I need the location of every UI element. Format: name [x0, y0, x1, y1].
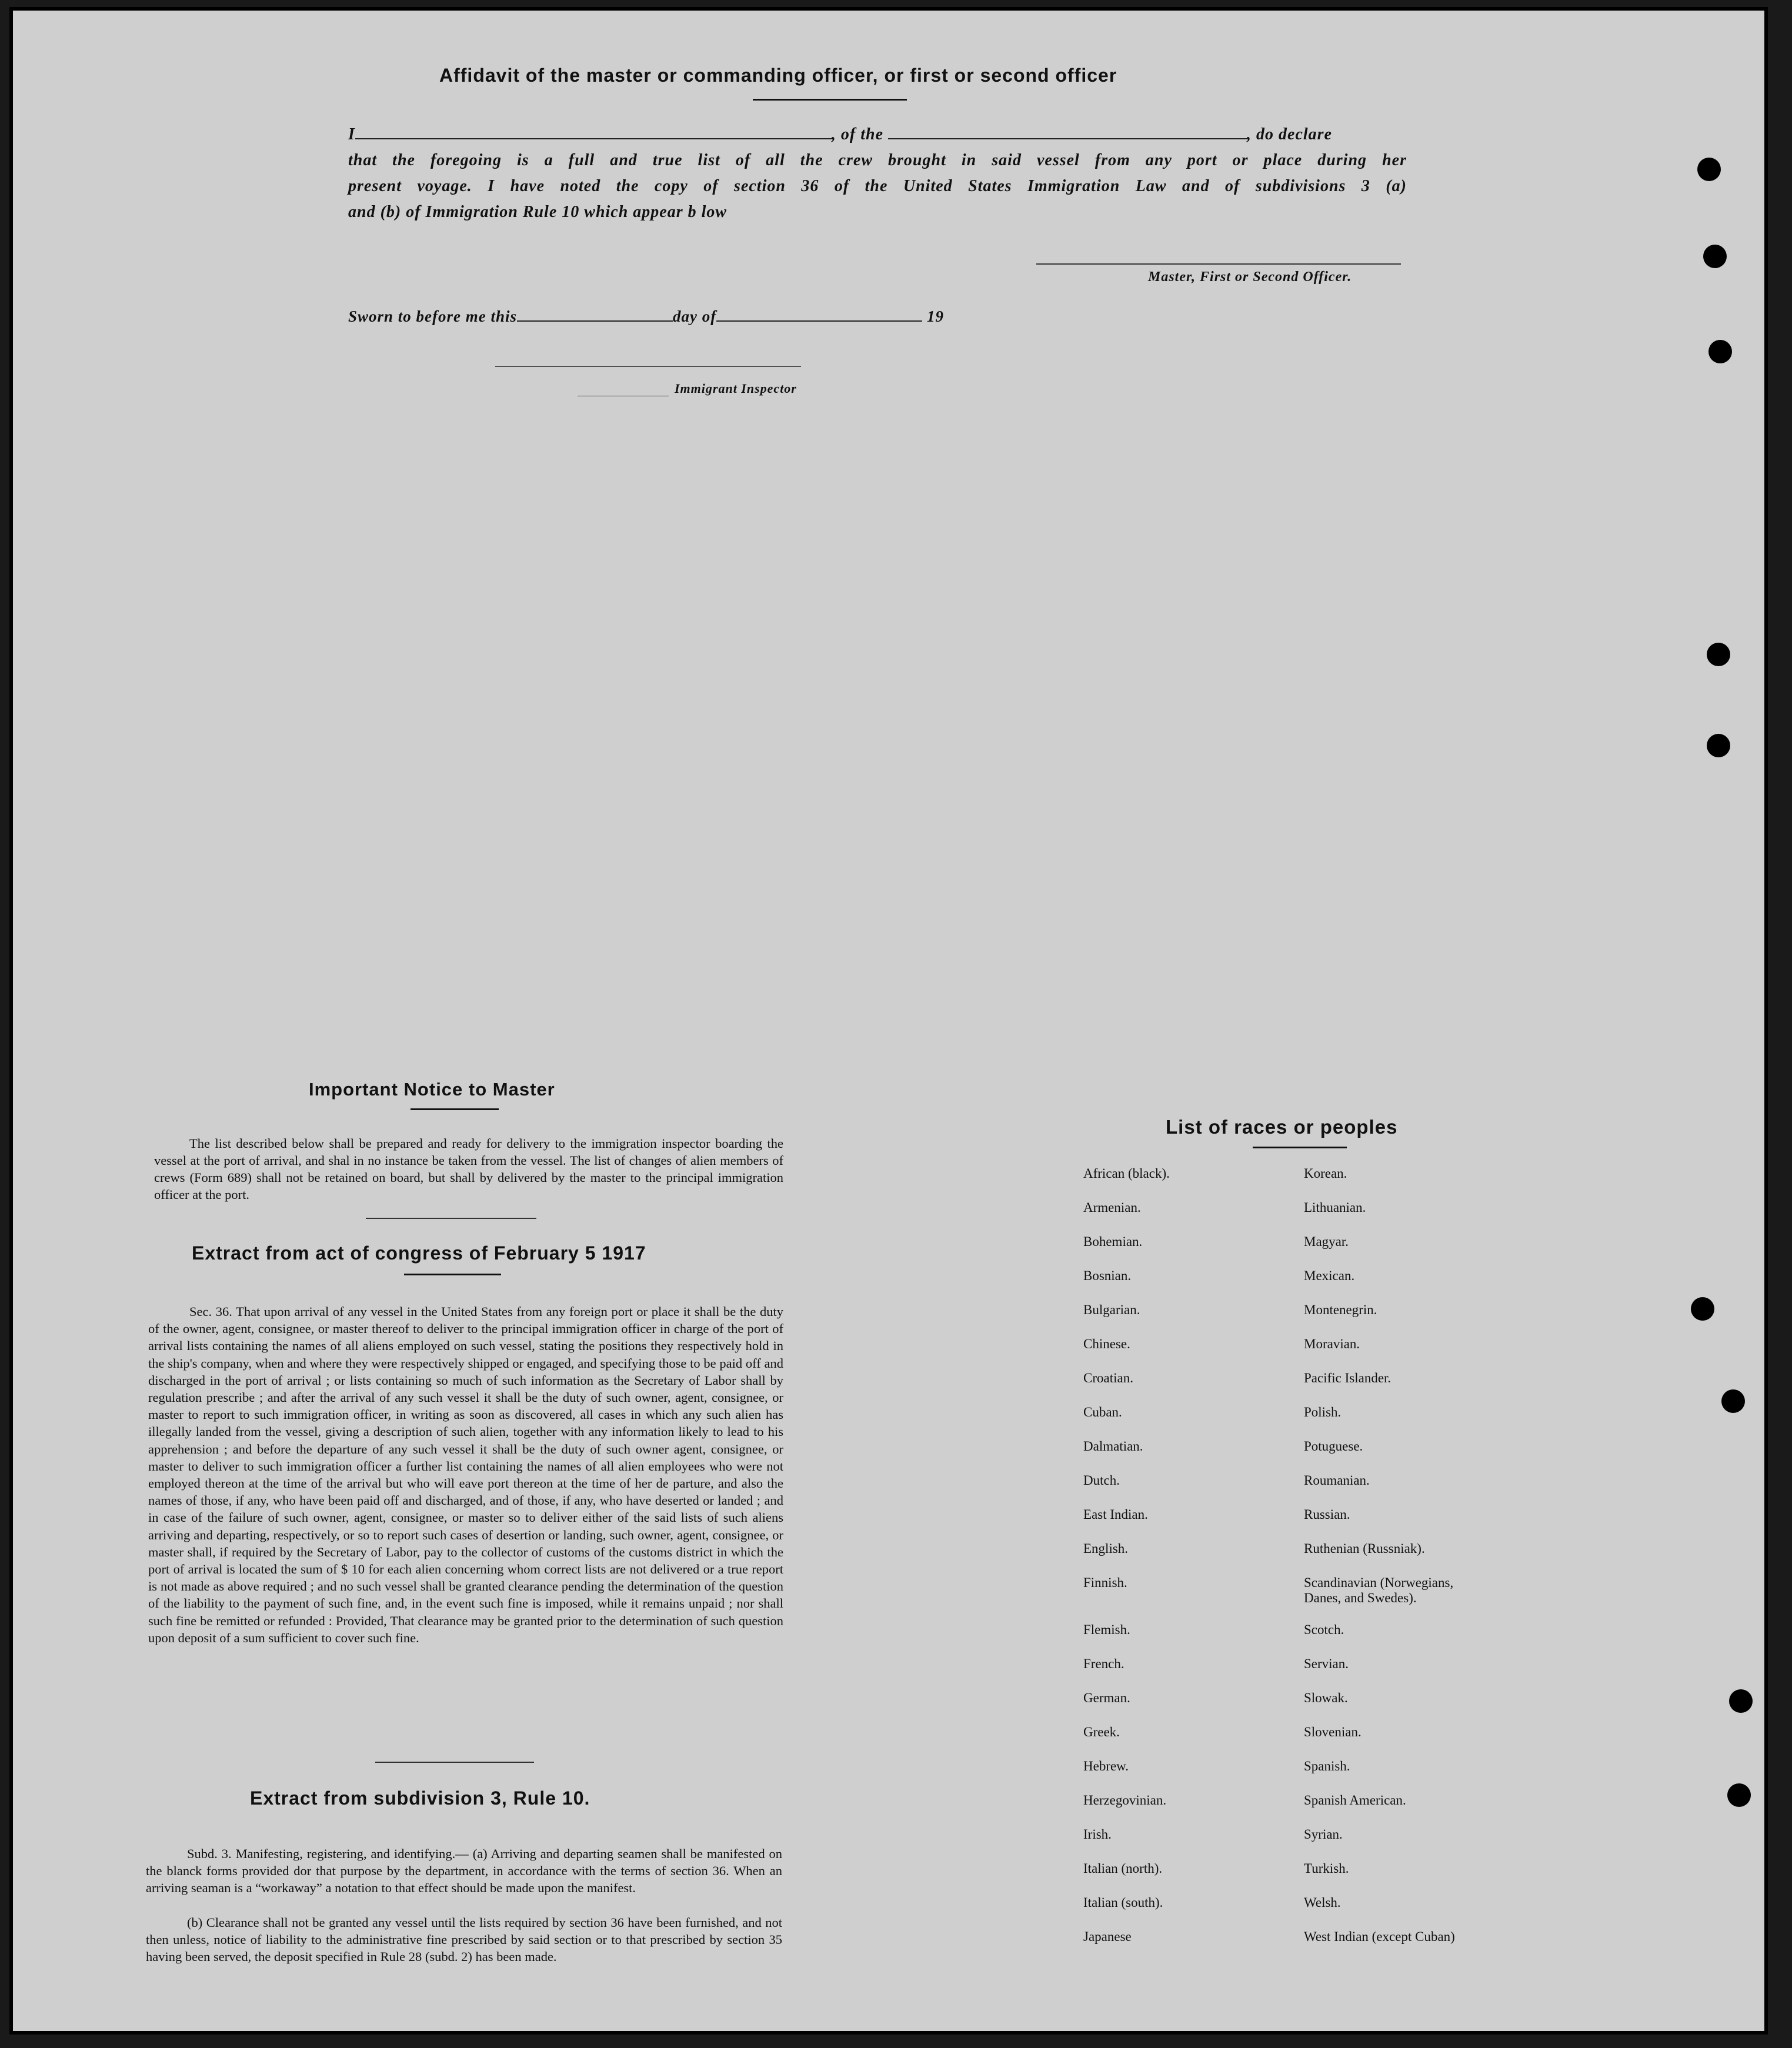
punch-hole	[1707, 643, 1730, 666]
race-item: Irish.	[1083, 1827, 1112, 1842]
race-item: Pacific Islander.	[1304, 1371, 1391, 1385]
race-item: Japanese	[1083, 1929, 1132, 1944]
vessel-blank[interactable]	[888, 126, 1247, 139]
race-item: Armenian.	[1083, 1200, 1141, 1215]
affidavit-heading: Affidavit of the master or commanding officer, or first or second officer	[439, 65, 1117, 86]
rule-para-b: (b) Clearance shall not be granted any vessel until the lists required by section 36 have been furnished, and not then unless, notice of liability to the administrative fine prescribed by said section or to that prescribed by section 35 having been served, the deposit specified in Rule 28 (subd. 2) has been made.	[146, 1915, 782, 1964]
document-page	[9, 7, 1768, 2034]
affidavit-declare: do declare	[1256, 125, 1332, 143]
race-item: Slowak.	[1304, 1690, 1348, 1705]
race-item: Scotch.	[1304, 1622, 1344, 1637]
race-item: Ruthenian (Russniak).	[1304, 1541, 1425, 1556]
race-item: Potuguese.	[1304, 1439, 1363, 1454]
race-item: Italian (south).	[1083, 1895, 1163, 1910]
race-item: Bulgarian.	[1083, 1302, 1140, 1317]
notice-body: The list described below shall be prepared and ready for delivery to the immigration inspector boarding the vessel at the port of arrival, and shal in no instance be taken from the vessel. The list of changes of alien members of crews (Form 689) shall not be retained on board, but shall by delivered by the master to the principal immigration officer at the port.	[154, 1136, 783, 1202]
day-blank[interactable]	[517, 309, 673, 322]
race-item: German.	[1083, 1690, 1130, 1705]
affidavit-i: I	[348, 125, 355, 143]
race-item: Slovenian.	[1304, 1725, 1361, 1739]
heading-underline	[411, 1108, 499, 1110]
signature-line	[1036, 263, 1401, 265]
race-item: Syrian.	[1304, 1827, 1343, 1842]
race-item: Montenegrin.	[1304, 1302, 1377, 1317]
inspector-caption: Immigrant Inspector	[675, 381, 797, 396]
heading-underline	[404, 1274, 501, 1275]
race-item: East Indian.	[1083, 1507, 1148, 1522]
race-item: Dutch.	[1083, 1473, 1120, 1488]
signature-caption: Master, First or Second Officer.	[1148, 269, 1352, 285]
race-item: Korean.	[1304, 1166, 1347, 1181]
race-item: Magyar.	[1304, 1234, 1349, 1249]
affidavit-line3: present voyage. I have noted the copy of section 36 of the United States Immigration Law and of subdivisions 3 (a)	[348, 177, 1407, 195]
punch-hole	[1729, 1689, 1753, 1713]
race-item: Cuban.	[1083, 1405, 1122, 1419]
affidavit-line2: that the foregoing is a full and true list of all the crew brought in said vessel from any port or place during her	[348, 151, 1407, 169]
race-item: Bohemian.	[1083, 1234, 1143, 1249]
rule-para-a: Subd. 3. Manifesting, registering, and identifying.— (a) Arriving and departing seamen shall be manifested on the blanck forms provided dor that purpose by the department, in accordance with the terms of section 36. When an arriving seaman is a “workaway” a notation to that effect should be made upon the manifest.	[146, 1846, 782, 1895]
sworn-line	[348, 308, 944, 326]
race-item: Italian (north).	[1083, 1861, 1163, 1876]
sworn-year: 19	[927, 308, 945, 325]
race-item: African (black).	[1083, 1166, 1170, 1181]
race-item: Lithuanian.	[1304, 1200, 1366, 1215]
rule-heading: Extract from subdivision 3, Rule 10.	[250, 1788, 590, 1809]
affidavit-of-the: of the	[840, 125, 884, 143]
race-item: Bosnian.	[1083, 1268, 1132, 1283]
affidavit-line4: and (b) of Immigration Rule 10 which appear b low	[348, 203, 728, 221]
race-item: English.	[1083, 1541, 1129, 1556]
race-item: Dalmatian.	[1083, 1439, 1143, 1454]
inspector-line	[495, 366, 801, 367]
heading-underline	[753, 99, 907, 101]
race-item: Roumanian.	[1304, 1473, 1370, 1488]
punch-hole	[1721, 1389, 1745, 1413]
punch-hole	[1703, 245, 1727, 268]
race-item: Moravian.	[1304, 1337, 1360, 1351]
act-body: Sec. 36. That upon arrival of any vessel in the United States from any foreign port or place it shall be the duty of the owner, agent, consignee, or master thereof to deliver to the principal immigration officer in charge of the port of arrival lists containing the names of all aliens employed on such vessel, stating the positions they respectively hold in the ship's company, when and where they were respectively shipped or engaged, and specifying those to be paid off and discharged in the port of arrival ; or lists containing so much of such information as the Secretary of Labor shall by regulation prescribe ; and after the arrival of any such vessel it shall be the duty of such owner, agent, consignee, or master to report to such immigration officer, in writing as soon as discovered, all cases in which any such alien has illegally landed from the vessel, giving a description of such alien, together with any information likely to lead to his apprehension ; and before the departure of any such vessel it shall be the duty of such owner agent, consignee, or master to deliver to such immigration officer a further list containing the names of all alien employees who were not employed thereon at the time of the arrival but who will eave port thereon at the time of her de parture, and also the names of those, if any, who have been paid off and discharged, and of those, if any, who have deserted or landed ; and in case of the failure of such owner, agent, consignee, or master so to deliver either of the said lists of such aliens arriving and departing, respectively, or so to report such cases of desertion or landing, such owner, agent, consignee, or master shall, if required by the Secretary of Labor, pay to the collector of customs of the customs district in which the port of arrival is located the sum of $ 10 for each alien concerning whom correct lists are not delivered or a true report is not made as above required ; and no such vessel shall be granted clearance pending the determination of the question of the liability to the payment of such fine, and, in the event such fine is imposed, while it remains unpaid ; nor shall such fine be remitted or refunded : Provided, That clearance may be granted prior to the determination of such question upon deposit of a sum sufficient to cover such fine.	[148, 1304, 783, 1645]
race-item: Flemish.	[1083, 1622, 1130, 1637]
race-item: West Indian (except Cuban)	[1304, 1929, 1455, 1944]
race-item: Herzegovinian.	[1083, 1793, 1167, 1808]
race-item: Spanish.	[1304, 1759, 1350, 1773]
race-item: Scandinavian (Norwegians, Danes, and Swedes).	[1304, 1575, 1454, 1605]
race-item: Finnish.	[1083, 1575, 1127, 1590]
race-item: Turkish.	[1304, 1861, 1349, 1876]
month-blank[interactable]	[716, 309, 922, 322]
notice-heading: Important Notice to Master	[309, 1079, 555, 1100]
section-divider	[366, 1218, 536, 1219]
punch-hole	[1727, 1783, 1751, 1807]
race-item: Servian.	[1304, 1656, 1349, 1671]
affidavit-body: I , of the , do declare that the foregoing is a full and true list of all the crew brought in said vessel from any port or place during her present voyage. I have noted the copy of section 36 of the United States Immigration Law and of subdivisions 3 (a) and (b) of Immigration Rule 10 which appear b low	[348, 125, 1407, 221]
sworn-prefix: Sworn to before me this	[348, 308, 518, 325]
punch-hole	[1691, 1297, 1714, 1321]
sworn-day: day of	[673, 308, 717, 325]
race-item: Hebrew.	[1083, 1759, 1129, 1773]
race-item: Russian.	[1304, 1507, 1350, 1522]
race-item: Croatian.	[1083, 1371, 1133, 1385]
race-item: Polish.	[1304, 1405, 1342, 1419]
race-item: Mexican.	[1304, 1268, 1355, 1283]
punch-hole	[1708, 340, 1732, 363]
act-heading: Extract from act of congress of February 5 1917	[192, 1242, 646, 1264]
race-item: Chinese.	[1083, 1337, 1130, 1351]
races-heading: List of races or peoples	[1166, 1116, 1398, 1138]
heading-underline	[1253, 1147, 1347, 1148]
race-item: Spanish American.	[1304, 1793, 1406, 1808]
race-item: Welsh.	[1304, 1895, 1341, 1910]
race-item: French.	[1083, 1656, 1124, 1671]
race-item: Greek.	[1083, 1725, 1120, 1739]
name-blank[interactable]	[355, 126, 832, 139]
punch-hole	[1707, 734, 1730, 757]
section-divider	[375, 1762, 534, 1763]
punch-hole	[1697, 158, 1721, 181]
